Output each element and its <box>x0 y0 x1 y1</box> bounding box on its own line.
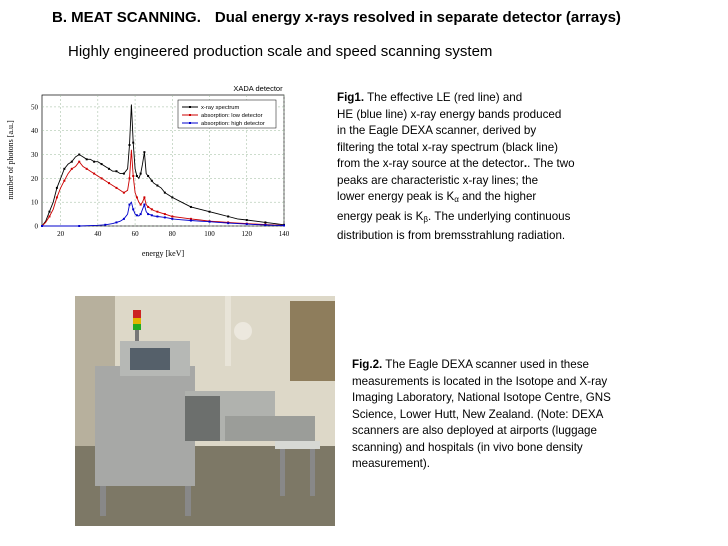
title-description: Dual energy x-rays resolved in separate detector (arrays) <box>214 9 621 26</box>
y-tick-label: 10 <box>31 198 38 207</box>
data-point <box>143 204 145 206</box>
data-point <box>140 204 142 206</box>
spectrum-chart <box>0 80 300 270</box>
data-point <box>136 175 138 177</box>
data-point <box>190 220 192 222</box>
data-point <box>147 175 149 177</box>
title-section: B. MEAT SCANNING. <box>52 9 201 26</box>
data-point <box>132 208 134 210</box>
data-point <box>48 215 50 217</box>
data-point <box>171 196 173 198</box>
data-point <box>227 222 229 224</box>
data-point <box>156 215 158 217</box>
data-point <box>164 213 166 215</box>
legend-marker <box>189 114 191 116</box>
data-point <box>147 213 149 215</box>
data-point <box>164 216 166 218</box>
x-tick-label: 20 <box>57 230 65 238</box>
fig1-label: Fig1. <box>337 91 365 104</box>
data-point <box>78 154 80 156</box>
y-tick-label: 30 <box>31 151 38 160</box>
fig2-label: Fig.2. <box>352 358 383 371</box>
data-point <box>143 151 145 153</box>
data-point <box>143 196 145 198</box>
data-point <box>86 168 88 170</box>
data-point <box>48 211 50 213</box>
data-point <box>171 215 173 217</box>
data-point <box>56 187 58 189</box>
data-point <box>246 219 248 221</box>
data-point <box>156 185 158 187</box>
fig2-caption: Fig.2. The Eagle DEXA scanner used in these measurements is located in the Isotope and X-ray Imaging Laboratory, National Isotope Centre, GNS Science, Lower Hutt, New Zealand. (Note: DEXA scanners are also deployed at airports (luggage scanning) and hospitals (in vivo bone density measurement). <box>352 358 611 470</box>
data-point <box>132 142 134 144</box>
data-point <box>101 163 103 165</box>
data-point <box>123 192 125 194</box>
chart-title: XADA detector <box>233 84 283 93</box>
x-tick-label: 120 <box>241 230 253 238</box>
data-point <box>156 211 158 213</box>
data-point <box>136 196 138 198</box>
slide-title <box>52 9 621 26</box>
x-tick-label: 40 <box>94 230 102 238</box>
x-tick-label: 60 <box>131 230 139 238</box>
data-point <box>63 180 65 182</box>
data-point <box>132 175 134 177</box>
data-point <box>108 182 110 184</box>
data-point <box>164 192 166 194</box>
data-point <box>93 173 95 175</box>
data-point <box>171 218 173 220</box>
scanner-photo <box>75 296 335 526</box>
data-point <box>108 168 110 170</box>
data-point <box>78 161 80 163</box>
data-point <box>63 168 65 170</box>
data-point <box>123 218 125 220</box>
x-tick-label: 140 <box>278 230 290 238</box>
data-point <box>115 170 117 172</box>
data-point <box>78 225 80 227</box>
y-axis-label: number of photons [a.u.] <box>6 120 15 200</box>
slide-subtitle: Highly engineered production scale and speed scanning system <box>68 43 493 60</box>
data-point <box>115 221 117 223</box>
y-tick-label: 20 <box>31 174 38 183</box>
data-point <box>41 225 43 227</box>
data-point <box>190 206 192 208</box>
y-tick-label: 40 <box>31 127 38 136</box>
data-point <box>71 161 73 163</box>
data-point <box>128 204 130 206</box>
legend-marker <box>189 122 191 124</box>
chart-legend <box>178 100 276 128</box>
data-point <box>104 224 106 226</box>
data-point <box>151 214 153 216</box>
data-point <box>140 173 142 175</box>
data-point <box>283 225 285 227</box>
data-point <box>101 177 103 179</box>
data-point <box>140 213 142 215</box>
data-point <box>93 161 95 163</box>
x-tick-label: 100 <box>204 230 215 238</box>
data-point <box>136 214 138 216</box>
data-point <box>86 158 88 160</box>
data-point <box>71 168 73 170</box>
data-point <box>209 221 211 223</box>
data-point <box>227 215 229 217</box>
x-axis-label: energy [keV] <box>141 249 185 258</box>
data-point <box>264 224 266 226</box>
data-point <box>151 208 153 210</box>
x-tick-label: 80 <box>168 230 176 238</box>
y-tick-label: 50 <box>31 103 38 112</box>
data-point <box>115 187 117 189</box>
y-tick-label: 0 <box>34 222 38 231</box>
data-point <box>264 221 266 223</box>
data-point <box>128 144 130 146</box>
legend-label: absorption: high detector <box>201 121 265 128</box>
legend-label: absorption: low detector <box>201 113 263 120</box>
data-point <box>246 223 248 225</box>
data-point <box>151 180 153 182</box>
data-point <box>123 173 125 175</box>
data-point <box>56 196 58 198</box>
data-point <box>128 177 130 179</box>
data-point <box>209 211 211 213</box>
data-point <box>147 206 149 208</box>
legend-label: x-ray spectrum <box>201 105 240 112</box>
legend-marker <box>189 106 191 108</box>
fig1-caption: Fig1. The effective LE (red line) and HE (blue line) x-ray energy bands produced in the Eagle DEXA scanner, derived by filtering the total x-ray spectrum (black line) from the x-ray source at the detector.. The two peaks are characteristic x-ray lines; the lower energy peak is $K_\alpha$ and the higher energy peak is $K_\beta$. The underlying continuous distribution is from bremsstrahlung radiation. <box>337 91 575 242</box>
